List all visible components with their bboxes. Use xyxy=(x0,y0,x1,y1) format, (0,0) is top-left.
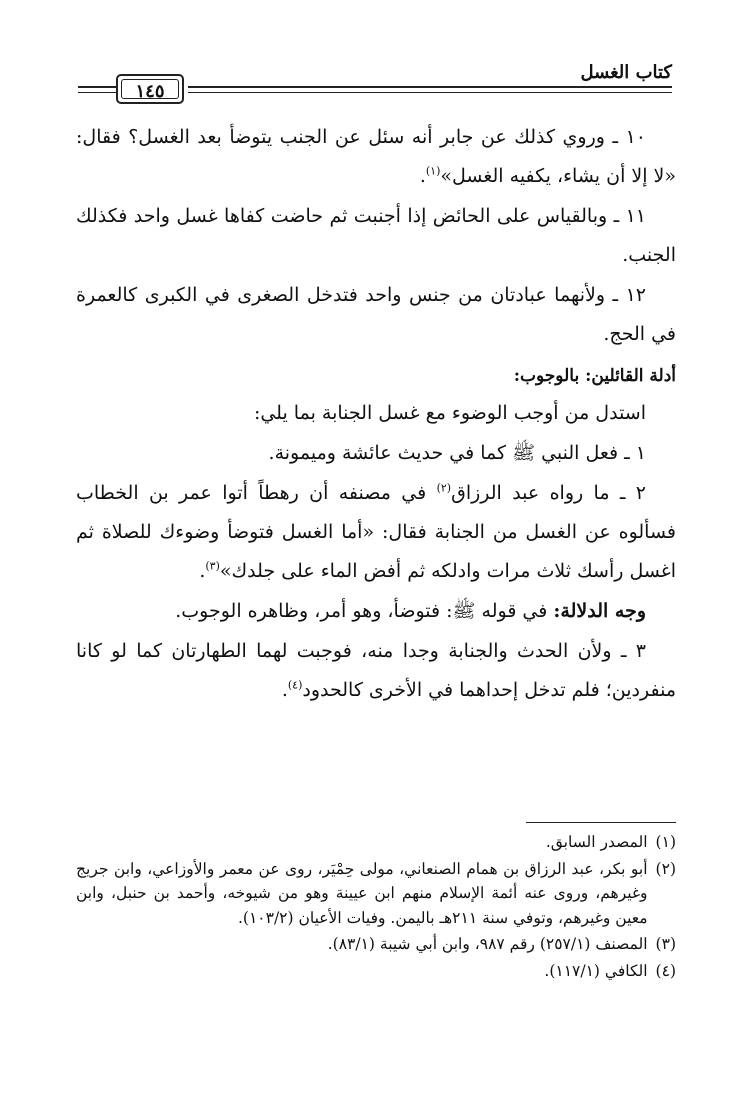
footnote-ref[interactable]: (٤) xyxy=(287,678,303,692)
paragraph-12: ١٢ ـ ولأنهما عبادتان من جنس واحد فتدخل الصغرى في الكبرى كالعمرة في الحج. xyxy=(76,284,676,345)
footnote-ref[interactable]: (١) xyxy=(425,164,441,178)
evidence-2 xyxy=(76,474,676,591)
evidence-3 xyxy=(76,632,676,710)
footnote-item xyxy=(76,857,676,931)
evidence-1: ١ ـ فعل النبي ﷺ كما في حديث عائشة وميمونة. xyxy=(268,442,646,464)
paragraph-text: ٣ ـ ولأن الحدث والجنابة وجدا منه، فوجبت لهما الطهارتان كما لو كانا منفردين؛ فلم تدخل إحداهما في الأخرى كالحدود xyxy=(76,640,676,701)
page-number-frame xyxy=(116,74,184,104)
paragraph-text: ١٠ ـ وروي كذلك عن جابر أنه سئل عن الجنب يتوضأ بعد الغسل؟ فقال: «لا إلا أن يشاء، يكفيه الغسل» xyxy=(76,126,676,187)
paragraph-10 xyxy=(76,118,676,196)
paragraph-intro: استدل من أوجب الوضوء مع غسل الجنابة بما يلي: xyxy=(253,402,646,424)
body-text xyxy=(76,118,676,711)
paragraph-text: في قوله ﷺ: فتوضأ، وهو أمر، وظاهره الوجوب. xyxy=(175,600,554,622)
footnote-item xyxy=(76,932,676,957)
footnote-number: (٤) xyxy=(655,961,676,980)
punctuation: . xyxy=(199,560,206,582)
footnotes xyxy=(76,830,676,985)
paragraph-text: في مصنفه أن رهطاً أتوا عمر بن الخطاب فسألوه عن الغسل من الجنابة فقال: «أما الغسل فتوضأ وضوءك للصلاة ثم اغسل رأسك ثلاث مرات وادلكه ثم أفض الماء على جلدك» xyxy=(76,482,676,582)
header-rule xyxy=(78,86,116,88)
chapter-title: كتاب الغسل xyxy=(580,62,672,83)
evidence-label: وجه الدلالة: xyxy=(553,600,646,622)
page-number: ١٤٥ xyxy=(135,81,165,102)
footnote-item xyxy=(76,959,676,984)
footnote-text: المصدر السابق. xyxy=(545,833,648,851)
punctuation: . xyxy=(419,165,426,187)
footnote-item xyxy=(76,830,676,855)
footnote-text: الكافي (١١٧/١). xyxy=(544,961,648,980)
paragraph-text: ٢ ـ ما رواه عبد الرزاق xyxy=(451,482,646,504)
paragraph-11: ١١ ـ وبالقياس على الحائض إذا أجنبت ثم حاضت كفاها غسل واحد فكذلك الجنب. xyxy=(76,205,676,266)
footnote-separator xyxy=(526,822,676,823)
header-rule xyxy=(78,92,116,93)
header-rule xyxy=(188,92,672,93)
footnote-number: (١) xyxy=(655,833,676,851)
evidence-explanation xyxy=(76,592,676,631)
footnote-number: (٣) xyxy=(655,935,676,953)
footnote-ref[interactable]: (٣) xyxy=(205,559,220,573)
punctuation: . xyxy=(281,679,288,701)
footnote-ref[interactable]: (٢) xyxy=(436,481,452,495)
footnote-text: أبو بكر، عبد الرزاق بن همام الصنعاني، مولى حِمْيَر، روى عن معمر والأوزاعي، وابن جريج وغيرهم، وروى عنه أئمة الإسلام منهم ابن عيينة وهو من شيوخه، وأحمد بن حنبل، وابن معين وغيرهم، وتوفي سنة ٢١١هـ باليمن. وفيات الأعيان (١٠٣/٢). xyxy=(76,859,648,927)
section-heading: أدلة القائلين: بالوجوب: xyxy=(513,366,676,386)
header-rule xyxy=(188,86,672,88)
footnote-text: المصنف (٢٥٧/١) رقم ٩٨٧، وابن أبي شيبة (٨٣/١). xyxy=(327,935,648,953)
footnote-number: (٢) xyxy=(655,859,676,878)
